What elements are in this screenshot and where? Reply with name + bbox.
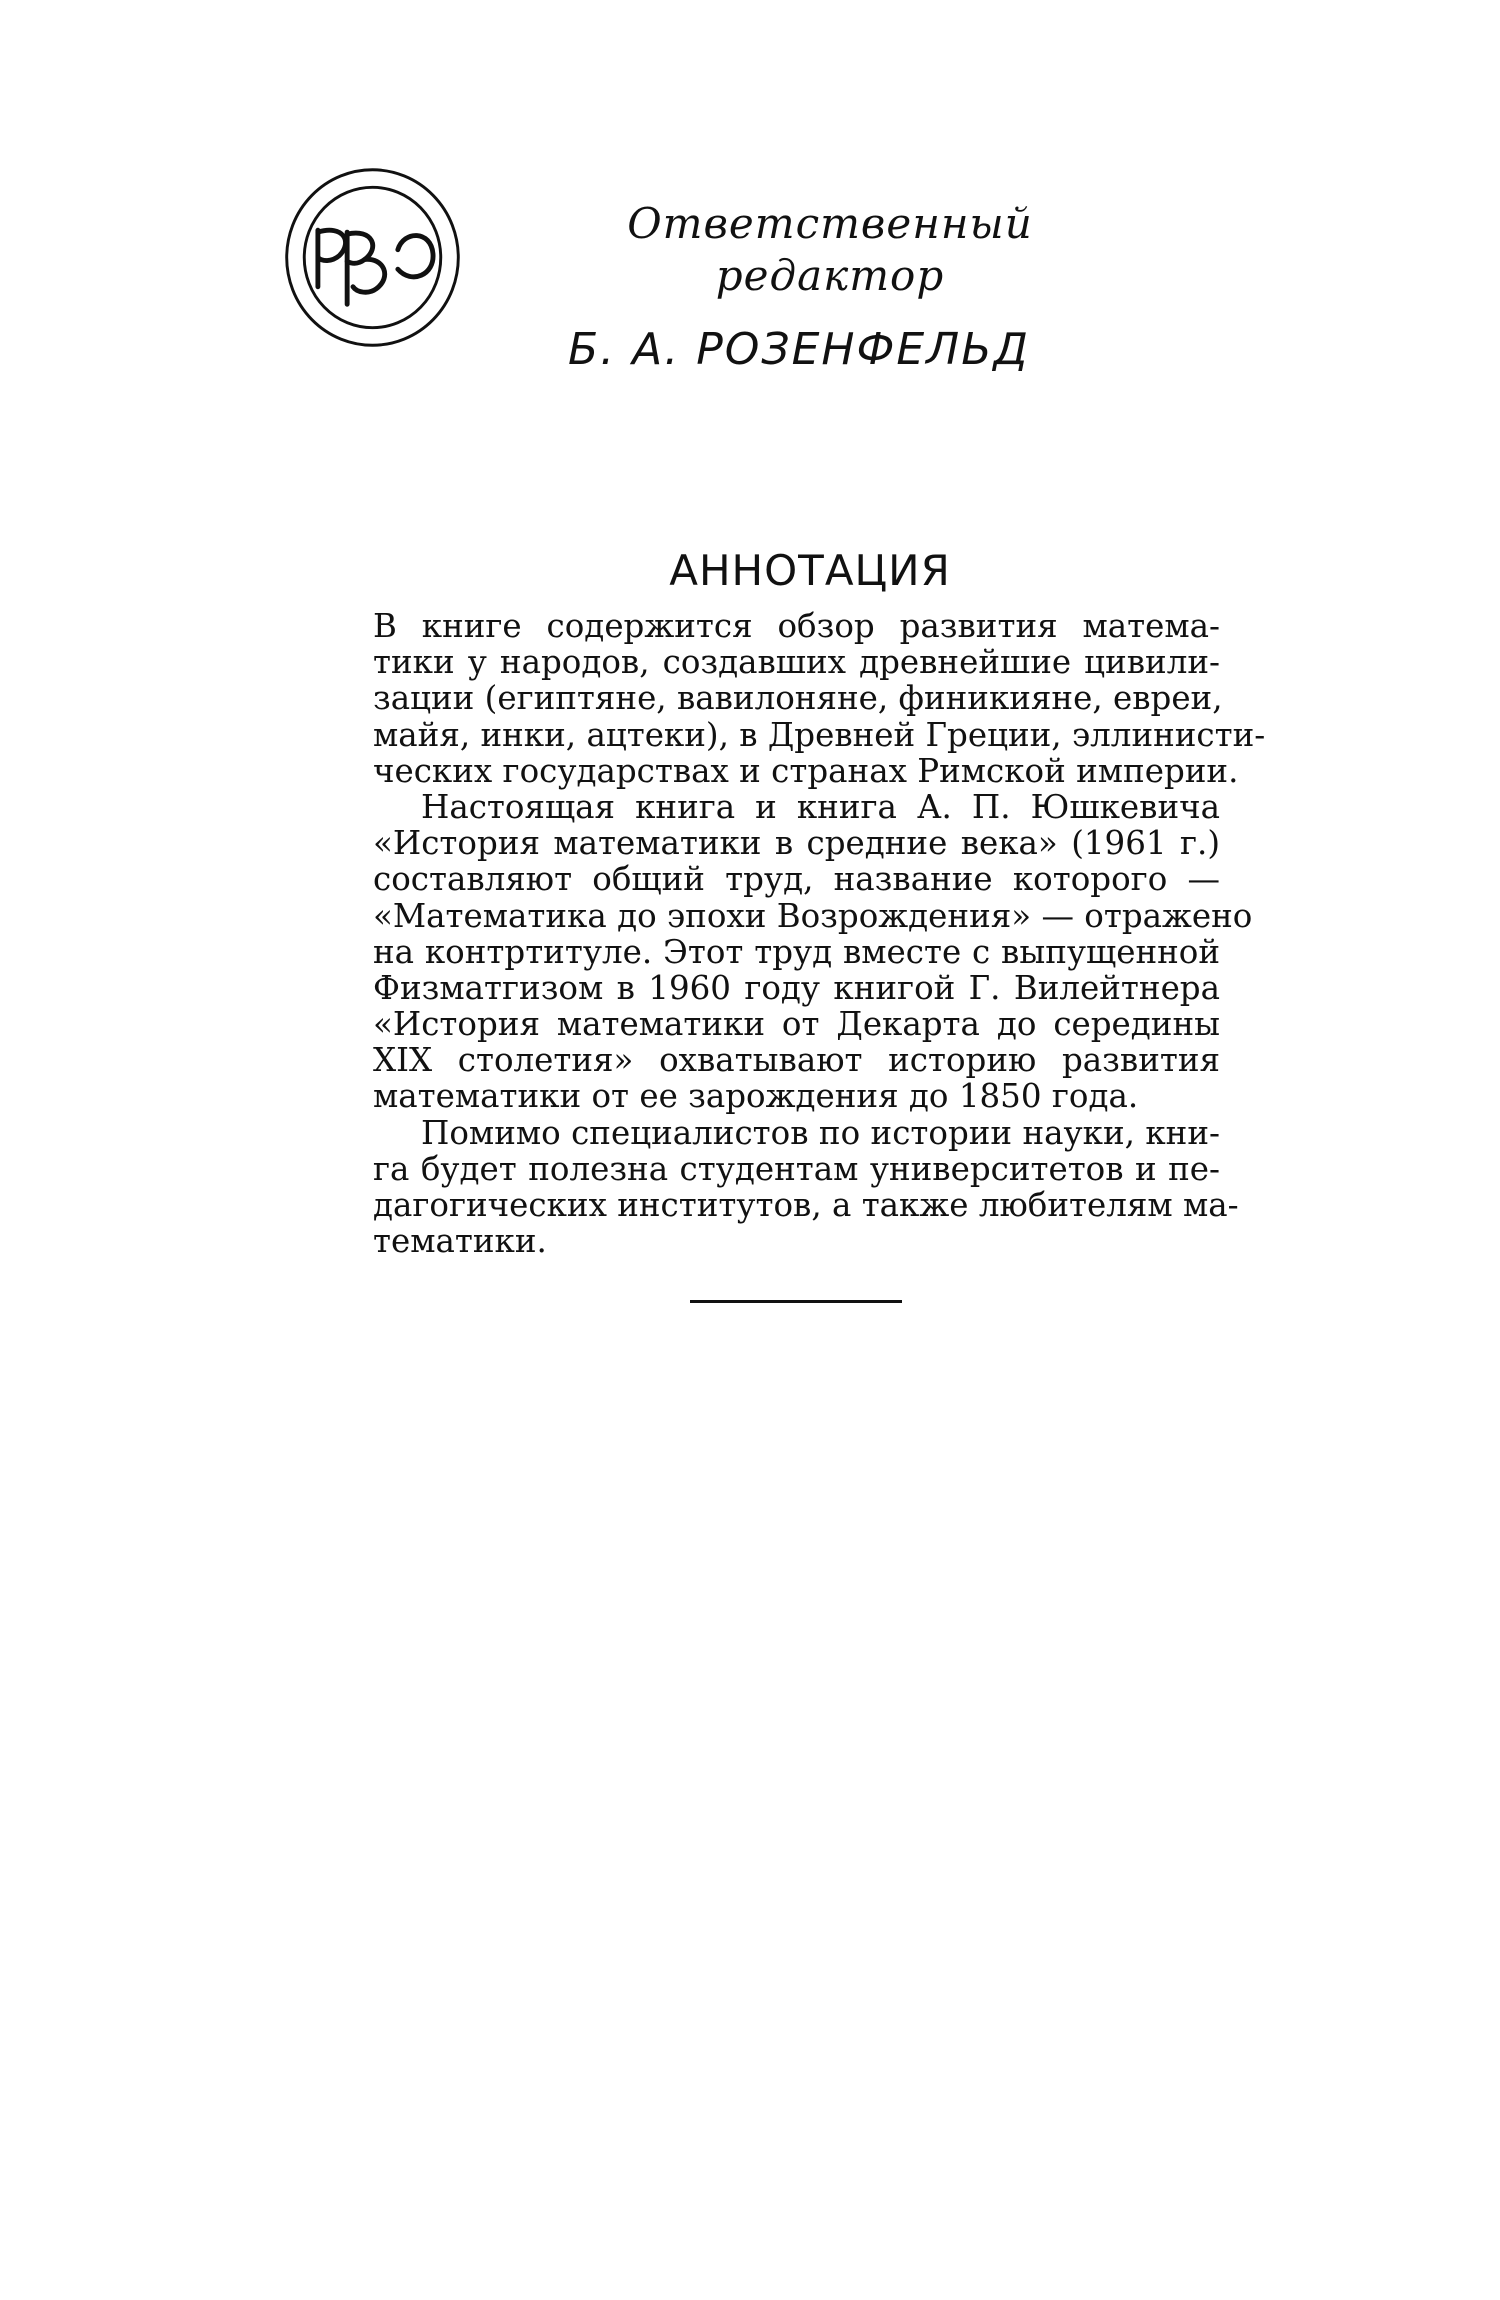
text-line: математики от ее зарождения до 1850 года.: [373, 1077, 1139, 1116]
text-line: Настоящая книга и книга А. П. Юшкевича: [421, 787, 1220, 826]
editor-role: Ответственный редактор: [627, 199, 1033, 300]
annotation-title: АННОТАЦИЯ: [669, 546, 951, 595]
editor-block: [520, 198, 1140, 378]
annotation-text: [373, 607, 1266, 1261]
text-line: зации (египтяне, вавилоняне, финикияне, евреи,: [373, 679, 1223, 718]
text-line: ческих государствах и странах Римской империи.: [373, 751, 1239, 790]
text-line: дагогических институтов, а также любителям ма-: [373, 1186, 1239, 1224]
text-line: «История математики от Декарта до середины: [373, 1005, 1220, 1044]
text-line: Помимо специалистов по истории науки, кни-: [421, 1113, 1220, 1152]
text-line: В книге содержится обзор развития матема-: [373, 607, 1220, 645]
text-line: га будет полезна студентам университетов и пе-: [373, 1149, 1220, 1188]
text-line: тематики.: [373, 1222, 547, 1261]
editor-name: Б. А. РОЗЕНФЕЛЬД: [568, 324, 1030, 375]
text-line: Физматгизом в 1960 году книгой Г. Вилейтнера: [373, 968, 1220, 1007]
text-line: составляют общий труд, название которого —: [373, 860, 1220, 899]
text-line: тики у народов, создавших древнейшие цивили-: [373, 643, 1220, 682]
text-line: майя, инки, ацтеки), в Древней Греции, эллинисти-: [373, 715, 1266, 754]
text-line: на контртитуле. Этот труд вместе с выпущенной: [373, 932, 1220, 971]
publisher-emblem-icon: [275, 160, 470, 355]
text-line: XIX столетия» охватывают историю развития: [373, 1041, 1220, 1080]
closing-rule: [690, 1300, 902, 1303]
text-line: «Математика до эпохи Возрождения» — отражено: [373, 896, 1253, 935]
text-line: «История математики в средние века» (1961 г.): [373, 824, 1220, 863]
